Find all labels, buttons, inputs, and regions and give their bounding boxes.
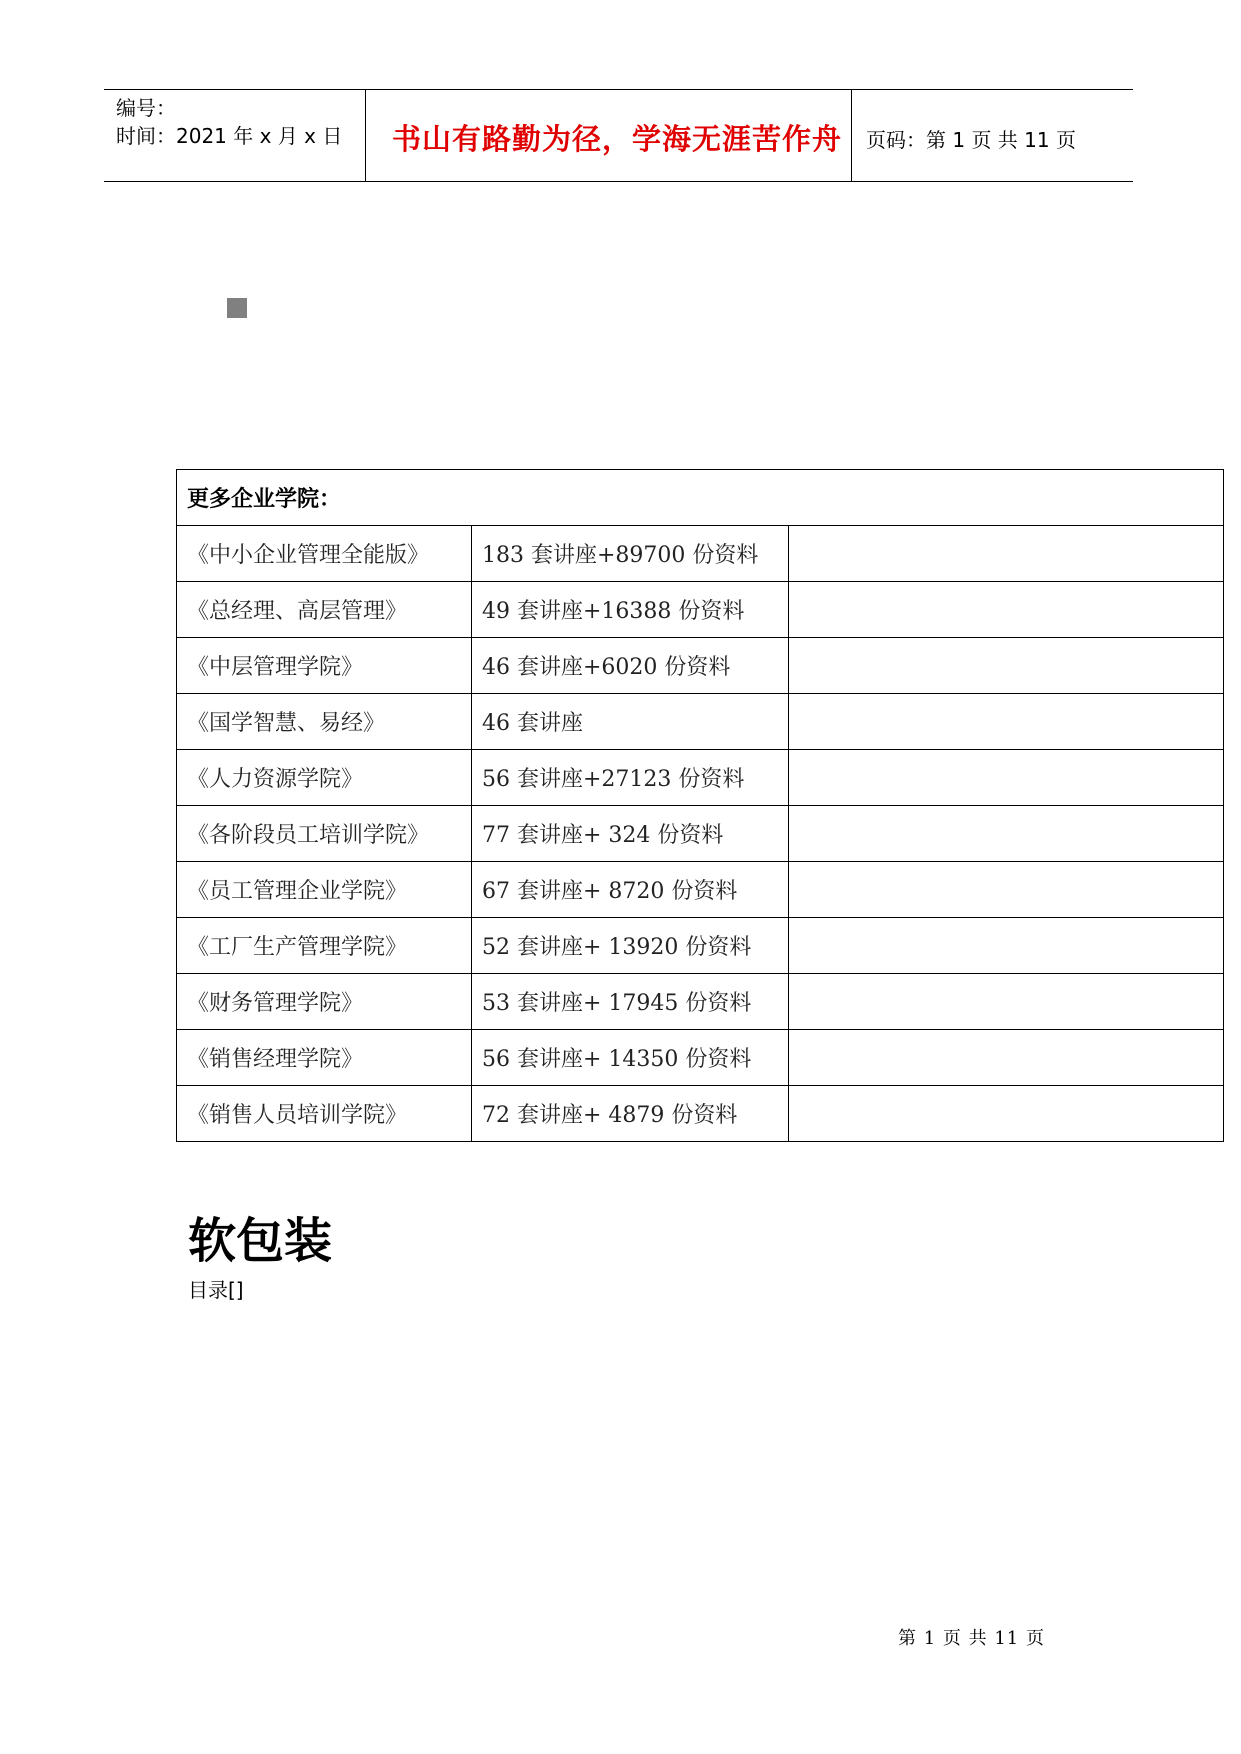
header-number-label: 编号： [116,96,176,120]
academy-extra-cell [789,638,1224,694]
academy-table [176,469,1224,1142]
header-time-label: 时间：2021 年 x 月 x 日 [116,124,343,148]
academy-detail-cell: 77 套讲座+ 324 份资料 [472,806,789,862]
table-row [177,694,1224,750]
academy-extra-cell [789,1030,1224,1086]
academy-detail-cell: 183 套讲座+89700 份资料 [472,526,789,582]
header-bottom-rule [104,181,1133,182]
table-of-contents[interactable]: 目录[] [188,1278,244,1302]
academy-detail-cell: 56 套讲座+ 14350 份资料 [472,1030,789,1086]
academy-detail-cell: 52 套讲座+ 13920 份资料 [472,918,789,974]
academy-detail-cell: 72 套讲座+ 4879 份资料 [472,1086,789,1142]
academy-extra-cell [789,1086,1224,1142]
academy-extra-cell [789,694,1224,750]
document-title: 软包装 [188,1213,333,1269]
academy-name-cell: 《国学智慧、易经》 [177,694,472,750]
academy-detail-cell: 56 套讲座+27123 份资料 [472,750,789,806]
footer-page-info: 第 1 页 共 11 页 [898,1628,1045,1649]
table-heading-row [177,470,1224,526]
gray-square-marker [227,298,247,318]
table-row [177,918,1224,974]
academy-extra-cell [789,918,1224,974]
academy-detail-cell: 49 套讲座+16388 份资料 [472,582,789,638]
academy-extra-cell [789,526,1224,582]
academy-name-cell: 《总经理、高层管理》 [177,582,472,638]
academy-detail-cell: 46 套讲座 [472,694,789,750]
header-divider-left [365,89,366,182]
table-row [177,526,1224,582]
table-row [177,862,1224,918]
academy-name-cell: 《工厂生产管理学院》 [177,918,472,974]
academy-name-cell: 《财务管理学院》 [177,974,472,1030]
table-row [177,750,1224,806]
table-row [177,1086,1224,1142]
academy-extra-cell [789,862,1224,918]
header-divider-right [851,89,852,182]
table-row [177,974,1224,1030]
academy-name-cell: 《中层管理学院》 [177,638,472,694]
academy-extra-cell [789,750,1224,806]
table-row [177,638,1224,694]
academy-extra-cell [789,806,1224,862]
academy-name-cell: 《各阶段员工培训学院》 [177,806,472,862]
header-page-label: 页码：第 1 页 共 11 页 [866,128,1076,152]
table-row [177,582,1224,638]
table-row [177,806,1224,862]
academy-detail-cell: 46 套讲座+6020 份资料 [472,638,789,694]
academy-extra-cell [789,582,1224,638]
academy-name-cell: 《员工管理企业学院》 [177,862,472,918]
header-top-rule [104,89,1133,90]
table-row [177,1030,1224,1086]
academy-name-cell: 《人力资源学院》 [177,750,472,806]
academy-name-cell: 《销售经理学院》 [177,1030,472,1086]
table-heading: 更多企业学院： [177,470,1224,526]
academy-name-cell: 《中小企业管理全能版》 [177,526,472,582]
academy-extra-cell [789,974,1224,1030]
academy-detail-cell: 53 套讲座+ 17945 份资料 [472,974,789,1030]
header-motto: 书山有路勤为径，学海无涯苦作舟 [392,122,843,156]
academy-detail-cell: 67 套讲座+ 8720 份资料 [472,862,789,918]
academy-name-cell: 《销售人员培训学院》 [177,1086,472,1142]
